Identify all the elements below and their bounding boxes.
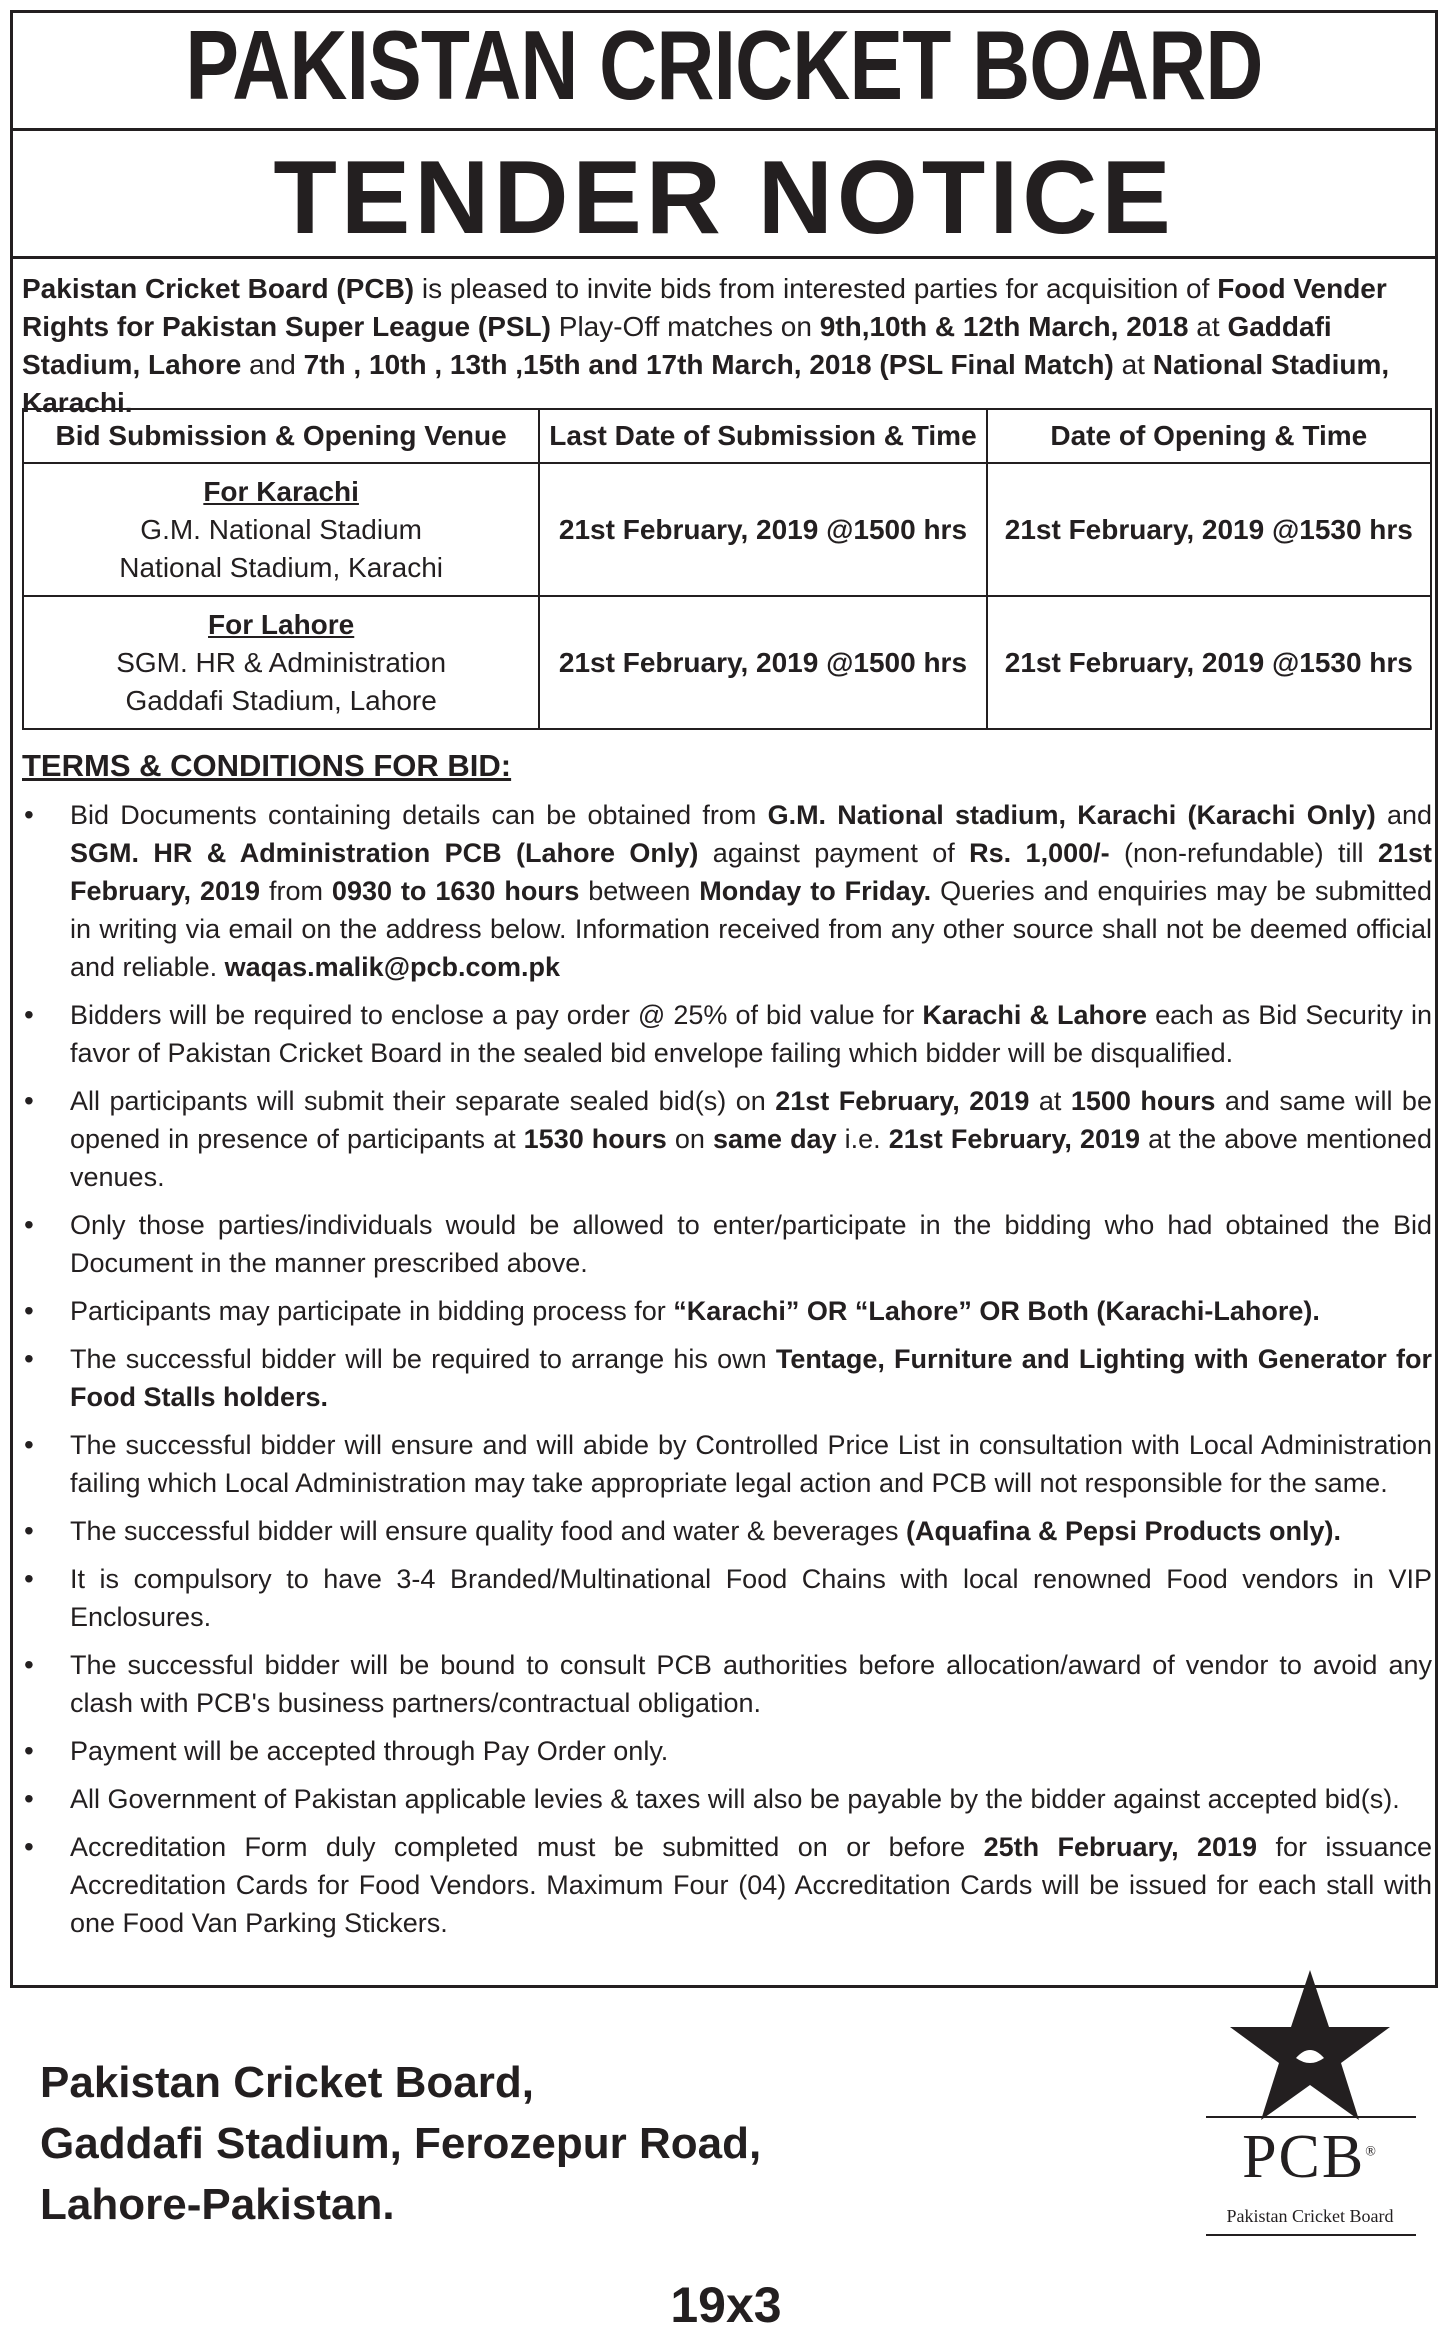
submission-date-cell: 21st February, 2019 @1500 hrs <box>539 596 986 729</box>
contact-email: waqas.malik@pcb.com.pk <box>224 952 561 982</box>
logo-rule <box>1206 2234 1416 2236</box>
board-address <box>40 2052 761 2235</box>
address-line: Pakistan Cricket Board, <box>40 2058 534 2107</box>
venue-line: Gaddafi Stadium, Lahore <box>125 684 437 716</box>
column-header: Last Date of Submission & Time <box>539 409 986 463</box>
header-divider <box>13 256 1435 259</box>
column-header: Date of Opening & Time <box>987 409 1431 463</box>
list-item: • Only those parties/individuals would be allowed to enter/participate in the bidding who had obtained the Bid Document in the manner prescribed above. <box>22 1206 1432 1282</box>
address-line: Lahore-Pakistan. <box>40 2180 395 2229</box>
list-item: • The successful bidder will ensure and will abide by Controlled Price List in consultation with Local Administration failing which Local Administration may take appropriate legal action and PCB will not responsible for the same. <box>22 1426 1432 1502</box>
list-item: • The successful bidder will be bound to consult PCB authorities before allocation/award of vendor to avoid any clash with PCB's business partners/contractual obligation. <box>22 1646 1432 1722</box>
board-title: PAKISTAN CRICKET BOARD <box>185 10 1263 120</box>
venue-line: SGM. HR & Administration <box>116 646 447 678</box>
venue-title: For Lahore <box>208 608 355 640</box>
address-line: Gaddafi Stadium, Ferozepur Road, <box>40 2119 762 2168</box>
intro-paragraph: Pakistan Cricket Board (PCB) is pleased to invite bids from interested parties for acquisition of Food Vender Rights for Pakistan Super League (PSL) Play-Off matches on 9th,10th & 12th March, 2018 at Gaddafi Stadium, Lahore and 7th , 10th , 13th ,15th and 17th March, 2018 (PSL Final Match) at National Stadium, Karachi. <box>22 273 1390 418</box>
submission-date-cell: 21st February, 2019 @1500 hrs <box>539 463 986 596</box>
venue-line: G.M. National Stadium <box>140 513 422 545</box>
opening-date-cell: 21st February, 2019 @1530 hrs <box>987 596 1431 729</box>
ad-size-code: 19x3 <box>670 2277 782 2333</box>
terms-heading: TERMS & CONDITIONS FOR BID: <box>22 748 512 783</box>
star-icon <box>1230 1970 1390 2120</box>
logo-rule <box>1206 2116 1416 2118</box>
opening-date-cell: 21st February, 2019 @1530 hrs <box>987 463 1431 596</box>
bid-schedule-table <box>22 408 1432 730</box>
list-item: • The successful bidder will ensure quality food and water & beverages (Aquafina & Pepsi Products only). <box>22 1512 1432 1550</box>
list-item: • Bid Documents containing details can be obtained from G.M. National stadium, Karachi (Karachi Only) and SGM. HR & Administration PCB (Lahore Only) against payment of Rs. 1,000/- (non-refundable) till 21st February, 2019 from 0930 to 1630 hours between Monday to Friday. Queries and enquiries may be submitted in writing via email on the address below. Information received from any other source shall not be deemed official and reliable. waqas.malik@pcb.com.pk <box>22 796 1432 986</box>
list-item: • Payment will be accepted through Pay Order only. <box>22 1732 1432 1770</box>
list-item: • It is compulsory to have 3-4 Branded/Multinational Food Chains with local renowned Food vendors in VIP Enclosures. <box>22 1560 1432 1636</box>
venue-line: National Stadium, Karachi <box>119 551 443 583</box>
list-item: • Participants may participate in bidding process for “Karachi” OR “Lahore” OR Both (Karachi-Lahore). <box>22 1292 1432 1330</box>
list-item: • The successful bidder will be required to arrange his own Tentage, Furniture and Lighting with Generator for Food Stalls holders. <box>22 1340 1432 1416</box>
logo-letters: PCB® <box>1242 2123 1378 2191</box>
table-header-row <box>23 409 1431 463</box>
venue-cell <box>23 463 539 596</box>
table-row <box>23 463 1431 596</box>
list-item: • Accreditation Form duly completed must be submitted on or before 25th February, 2019 for issuance Accreditation Cards for Food Vendors. Maximum Four (04) Accreditation Cards will be issued for each stall with one Food Van Parking Stickers. <box>22 1828 1432 1942</box>
list-item: • All Government of Pakistan applicable levies & taxes will also be payable by the bidder against accepted bid(s). <box>22 1780 1432 1818</box>
venue-cell <box>23 596 539 729</box>
logo-caption: Pakistan Cricket Board <box>1226 2206 1394 2226</box>
venue-title: For Karachi <box>203 475 359 507</box>
list-item: • Bidders will be required to enclose a pay order @ 25% of bid value for Karachi & Lahore each as Bid Security in favor of Pakistan Cricket Board in the sealed bid envelope failing which bidder will be disqualified. <box>22 996 1432 1072</box>
terms-list <box>22 796 1432 1952</box>
list-item: • All participants will submit their separate sealed bid(s) on 21st February, 2019 at 1500 hours and same will be opened in presence of participants at 1530 hours on same day i.e. 21st February, 2019 at the above mentioned venues. <box>22 1082 1432 1196</box>
header-divider <box>13 128 1435 131</box>
notice-title: TENDER NOTICE <box>273 140 1175 256</box>
table-row <box>23 596 1431 729</box>
column-header: Bid Submission & Opening Venue <box>23 409 539 463</box>
